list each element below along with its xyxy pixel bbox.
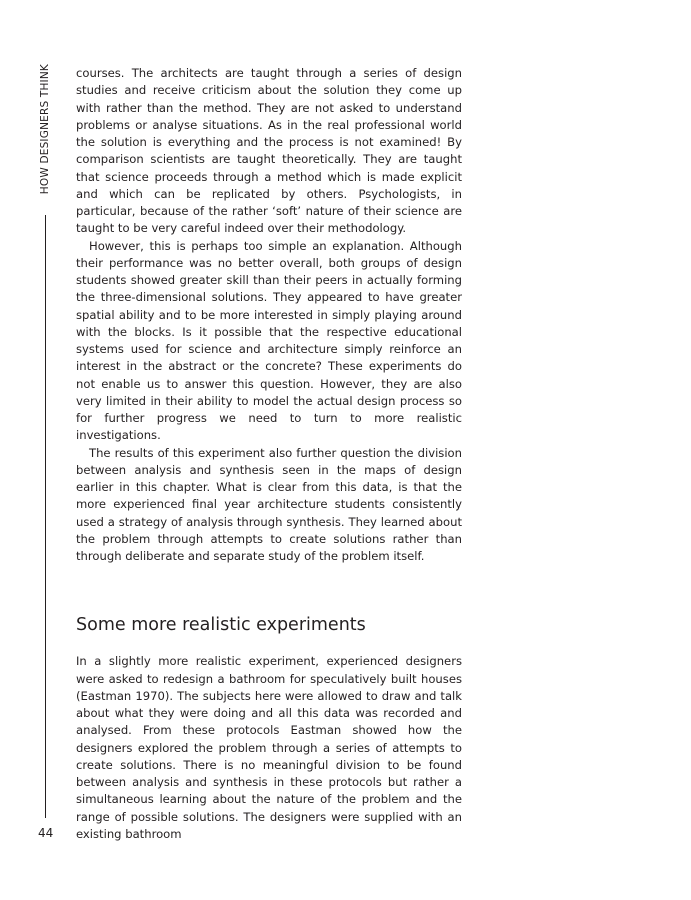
page-number: 44 (38, 826, 54, 840)
section-paragraph: In a slightly more realistic experiment, experienced designers were asked to redesign a bathroom for speculatively built houses (Eastman 1970). The subjects here were allowed to draw and talk about what they were doing and all this data was recorded and analysed. From these protocols Eastman showed how the designers explored the problem through a series of attempts to create solutions. There is no meaningful division to be found between analysis and synthesis in these protocols but rather a simultaneous learning about the nature of the problem and the range of possible solutions. The designers were supplied with an existing bathroom (76, 654, 462, 841)
text-column (76, 65, 462, 843)
margin-rule (45, 215, 46, 818)
paragraph-2: However, this is perhaps too simple an explanation. Although their performance was no better overall, both groups of design students showed greater skill than their peers in actually forming the three-dimensional solutions. They appeared to have greater spatial ability and to be more interested in simply playing around with the blocks. Is it possible that the respective educational systems used for science and architecture simply reinforce an interest in the abstract or the concrete? These experiments do not enable us to answer this question. However, they are also very limited in their ability to model the actual design process so for further progress we need to turn to more realistic investigations. (76, 238, 462, 443)
paragraph-1: courses. The architects are taught through a series of design studies and receive criticism about the solution they come up with rather than the method. They are not asked to understand problems or analyse situations. As in the real professional world the solution is everything and the process is not examined! By comparison scientists are taught theoretically. They are taught that science proceeds through a method which is made explicit and which can be replicated by others. Psychologists, in particular, because of the rather ‘soft’ nature of their science are taught to be very careful indeed over their methodology. (76, 66, 462, 236)
running-head-text: HOW DESIGNERS THINK (39, 64, 51, 195)
section-heading: Some more realistic experiments (76, 615, 366, 636)
running-head (36, 64, 54, 204)
paragraph-3: The results of this experiment also further question the division between analysis and synthesis seen in the maps of design earlier in this chapter. What is clear from this data, is that the more experienced final year architecture students consistently used a strategy of analysis through synthesis. They learned about the problem through attempts to create solutions rather than through deliberate and separate study of the problem itself. (76, 445, 462, 563)
